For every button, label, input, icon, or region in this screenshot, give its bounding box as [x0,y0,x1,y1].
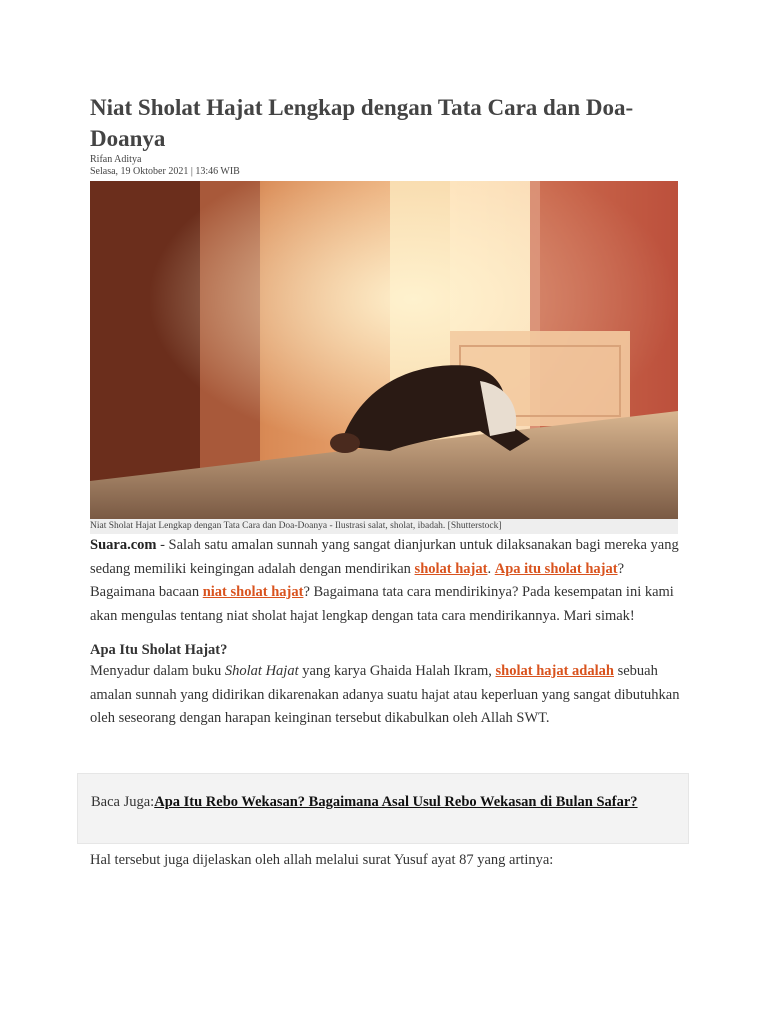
closing-paragraph: Hal tersebut juga dijelaskan oleh allah melalui surat Yusuf ayat 87 yang artinya: [90,852,554,868]
link-sholat-hajat-adalah[interactable]: sholat hajat adalah [495,663,614,679]
article-container [90,92,690,731]
article-date: Selasa, 19 Oktober 2021 | 13:46 WIB [90,166,240,177]
intro-text-1: - Salah satu amalan sunnah yang sangat dianjurkan untuk dilaksanakan bagi mereka yang sedang memiliki keingingan adalah dengan mendirikan [90,537,679,577]
book-title: Sholat Hajat [224,663,299,679]
read-also-label: Baca Juga: [91,794,155,810]
intro-paragraph [90,534,690,628]
intro-text-2: . [487,560,495,577]
link-sholat-hajat[interactable]: sholat hajat [414,560,488,577]
article-title: Niat Sholat Hajat Lengkap dengan Tata Cara dan Doa-Doanya [90,95,634,151]
hero-image [90,181,678,519]
intro-text-4: ? Bagaimana tata cara mendirikinya? Pada kesempatan ini kami akan mengulas tentang niat sholat hajat lengkap dengan tata cara mendirikannya. Mari simak! [90,584,674,624]
intro-text-3: ? Bagaimana bacaan [90,560,625,600]
source-brand: Suara.com [90,537,157,553]
prayer-illustration [90,181,678,519]
section-text-2: yang karya Ghaida Halah Ikram, [298,663,496,679]
image-caption: Niat Sholat Hajat Lengkap dengan Tata Cara dan Doa-Doanya - Ilustrasi salat, sholat, ibadah. [Shutterstock] [90,519,678,534]
section-heading: Apa Itu Sholat Hajat? [90,642,228,658]
section-text-1: Menyadur dalam buku [90,663,225,679]
link-apa-itu-sholat-hajat[interactable]: Apa itu sholat hajat [494,560,618,577]
section-paragraph [90,660,690,731]
read-also-box [77,773,689,844]
article-author[interactable]: Rifan Aditya [90,154,142,165]
read-also-link[interactable]: Apa Itu Rebo Wekasan? Bagaimana Asal Usul Rebo Wekasan di Bulan Safar? [154,794,638,810]
link-niat-sholat-hajat[interactable]: niat sholat hajat [202,584,304,600]
section-text-3: sebuah amalan sunnah yang didirikan dikarenakan adanya suatu hajat atau keperluan yang sangat dibutuhkan oleh seseorang dengan harapan keinginan tersebut dikabulkan oleh Allah SWT. [90,663,680,726]
